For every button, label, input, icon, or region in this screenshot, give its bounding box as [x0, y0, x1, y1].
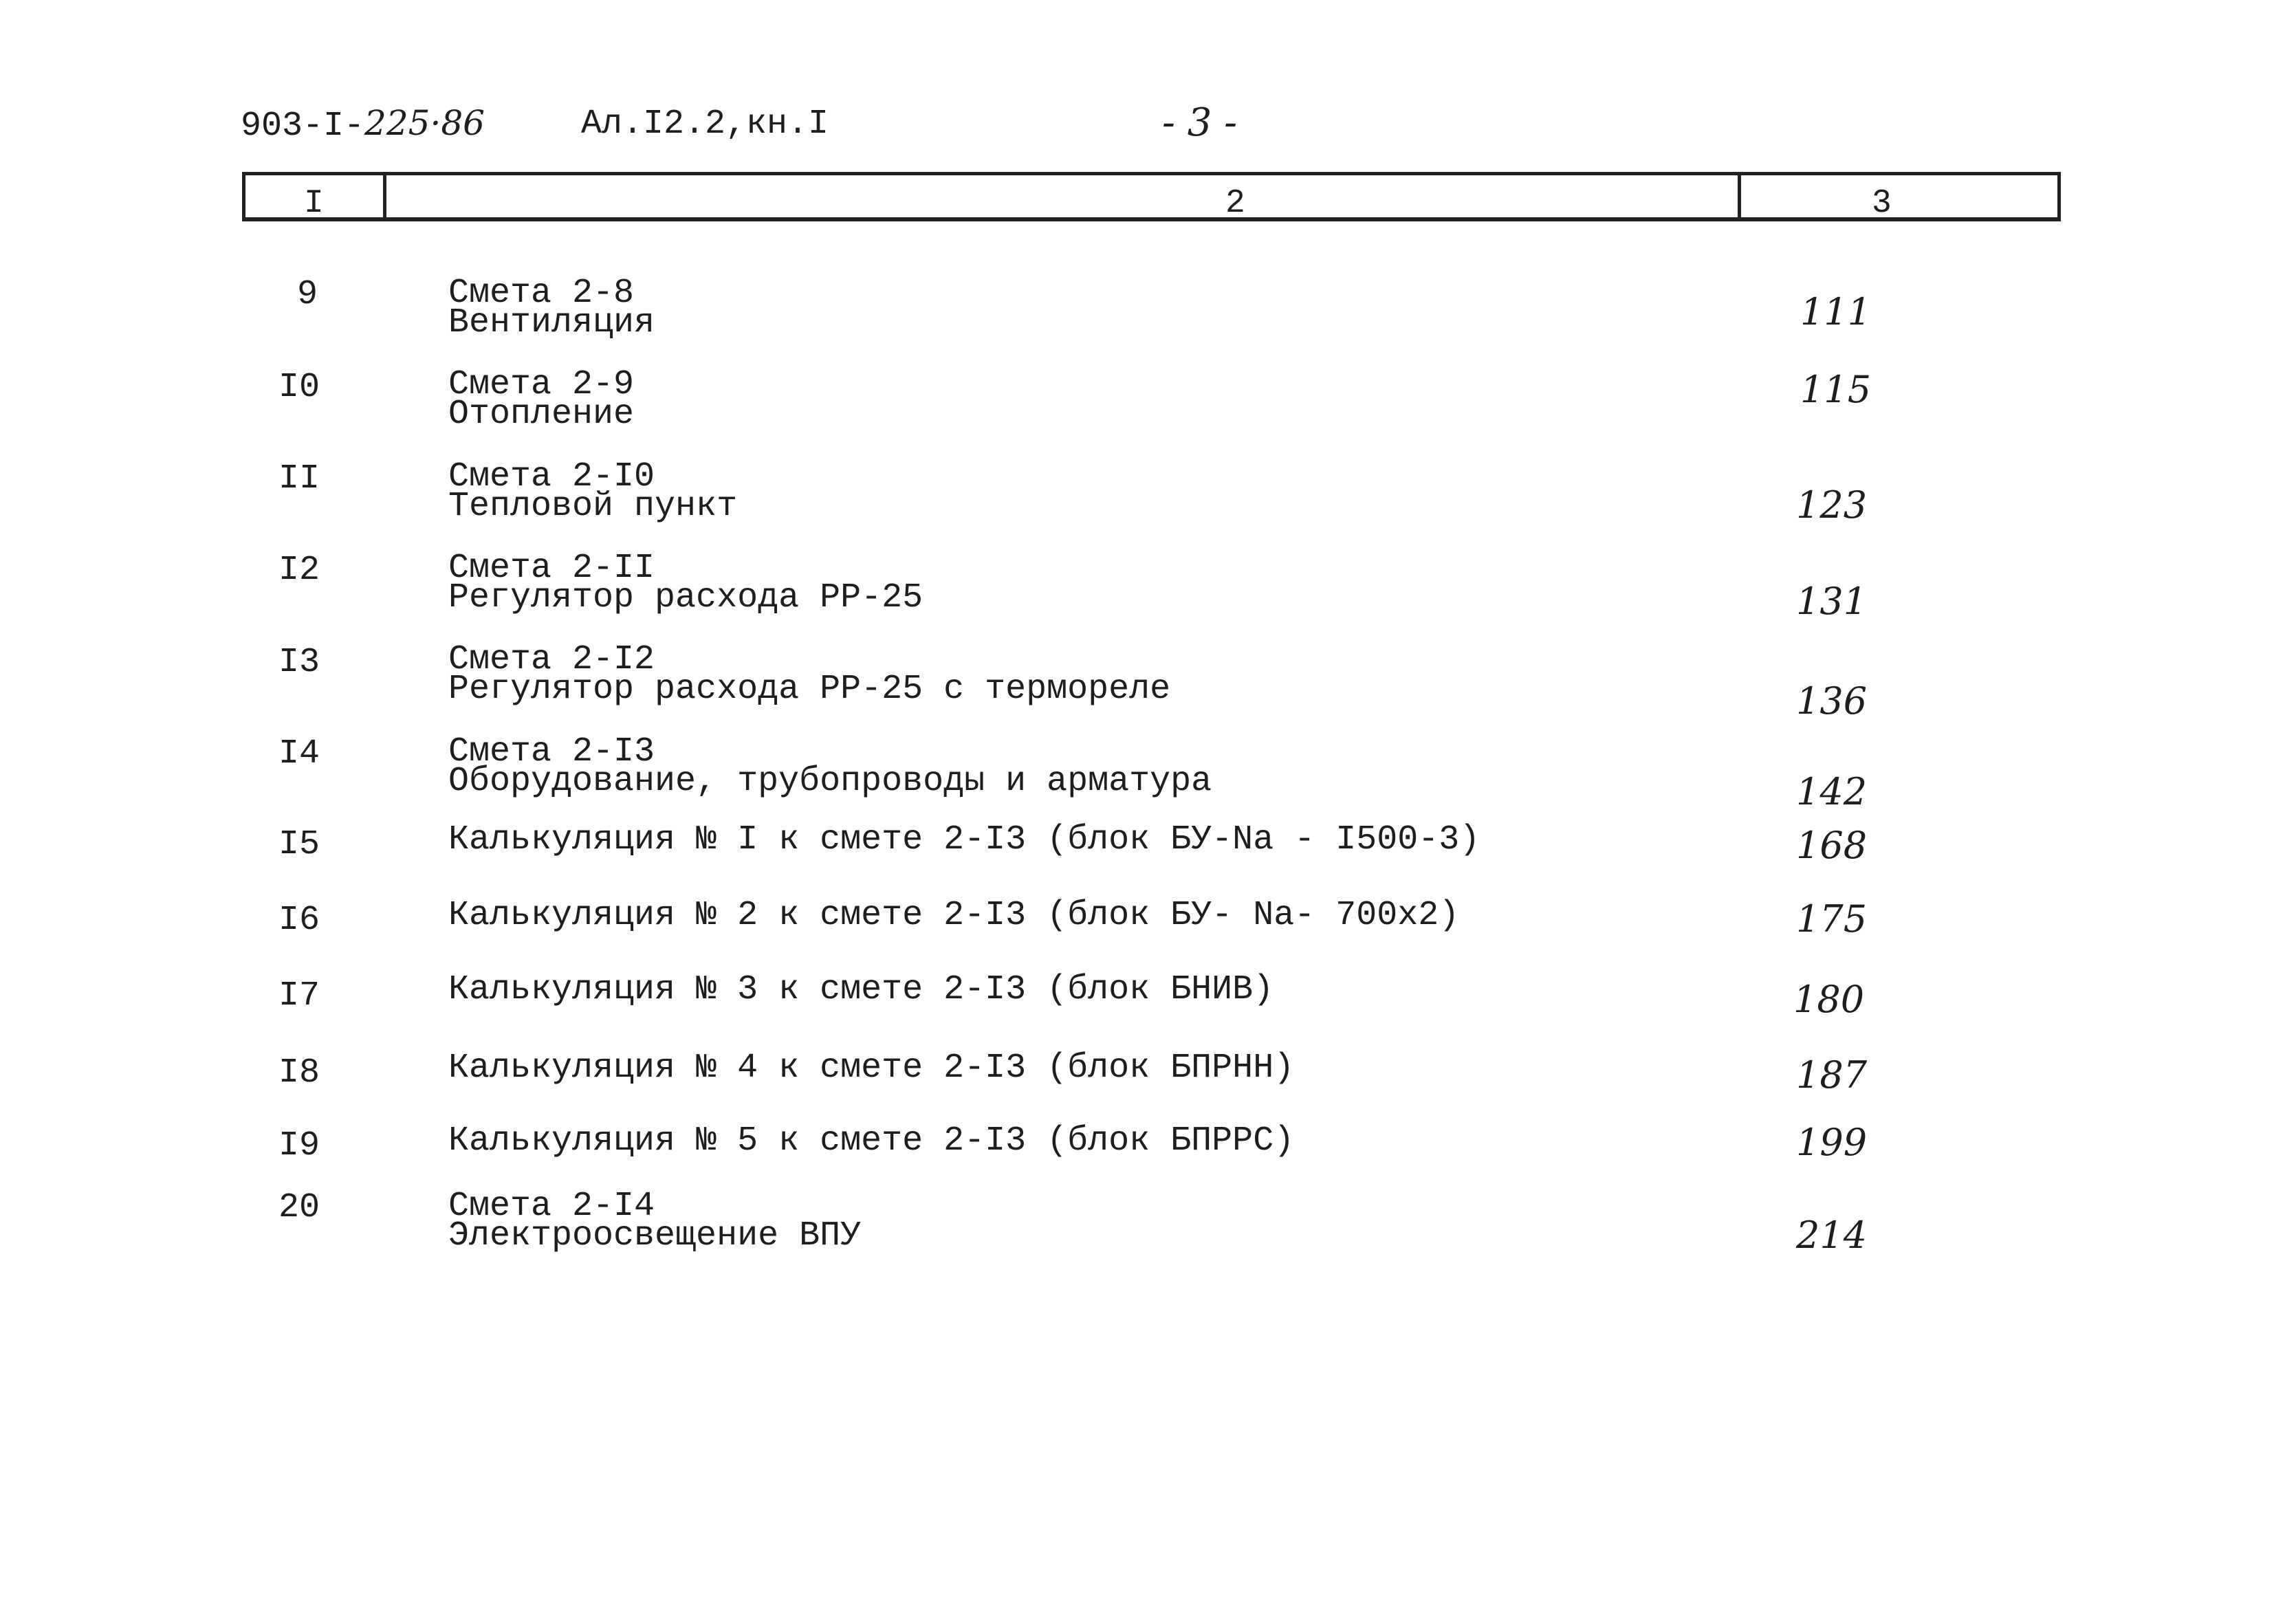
column-divider	[383, 175, 386, 217]
row-number: I6	[278, 901, 320, 940]
row-title: Смета 2-8	[448, 274, 635, 313]
row-page: 123	[1796, 483, 1868, 527]
document-code	[241, 103, 485, 146]
row-subtitle: Тепловой пункт	[448, 487, 738, 526]
row-subtitle: Регулятор расхода РР-25 с термореле	[448, 670, 1171, 709]
row-title: Смета 2-II	[448, 549, 655, 588]
row-number: I4	[278, 734, 320, 773]
column-divider	[1738, 175, 1741, 217]
row-page: 175	[1796, 897, 1868, 941]
row-number: II	[278, 459, 320, 498]
document-code-printed: 903-I-	[241, 107, 365, 146]
column-header-2: 2	[1225, 185, 1245, 222]
row-title: Калькуляция № 5 к смете 2-I3 (блок БПРРС)	[448, 1121, 1295, 1161]
album-reference: Ал.I2.2,кн.I	[581, 105, 829, 144]
row-number: I0	[278, 368, 320, 407]
row-number: I3	[278, 643, 320, 682]
row-title: Смета 2-I0	[448, 457, 655, 496]
row-subtitle: Вентиляция	[448, 303, 655, 342]
document-code-handwritten: 225·86	[364, 103, 485, 143]
row-number: I7	[278, 976, 320, 1016]
column-header-3: 3	[1872, 185, 1892, 222]
row-title: Калькуляция № I к смете 2-I3 (блок БУ-Nа - I500-3)	[448, 820, 1480, 859]
row-page: 131	[1796, 580, 1868, 623]
row-page: 168	[1796, 824, 1868, 867]
row-title: Смета 2-9	[448, 365, 635, 404]
row-page: 111	[1800, 290, 1872, 333]
column-header-row	[242, 172, 2061, 221]
row-title: Калькуляция № 4 к смете 2-I3 (блок БПРНН)	[448, 1049, 1295, 1088]
row-page: 187	[1796, 1053, 1868, 1097]
row-number: I5	[278, 825, 320, 864]
row-page: 115	[1800, 368, 1872, 411]
row-page: 142	[1796, 770, 1868, 813]
row-title: Смета 2-I4	[448, 1187, 655, 1226]
row-subtitle: Отопление	[448, 395, 635, 434]
row-title: Смета 2-I2	[448, 640, 655, 679]
row-page: 180	[1793, 978, 1865, 1021]
row-number: I2	[278, 551, 320, 590]
row-number: I8	[278, 1053, 320, 1093]
row-title: Смета 2-I3	[448, 732, 655, 771]
row-page: 199	[1796, 1121, 1868, 1164]
row-number: 20	[278, 1188, 320, 1227]
row-title: Калькуляция № 3 к смете 2-I3 (блок БНИВ)	[448, 970, 1274, 1009]
row-page: 214	[1796, 1214, 1868, 1257]
page-number: - 3 -	[1162, 100, 1238, 145]
row-number: 9	[297, 275, 318, 314]
row-subtitle: Регулятор расхода РР-25	[448, 578, 923, 617]
row-title: Калькуляция № 2 к смете 2-I3 (блок БУ- Nа- 700х2)	[448, 896, 1460, 935]
row-subtitle: Электроосвещение ВПУ	[448, 1216, 862, 1255]
column-header-1: I	[304, 185, 324, 222]
row-page: 136	[1796, 679, 1868, 723]
row-number: I9	[278, 1126, 320, 1165]
row-subtitle: Оборудование, трубопроводы и арматура	[448, 762, 1212, 801]
